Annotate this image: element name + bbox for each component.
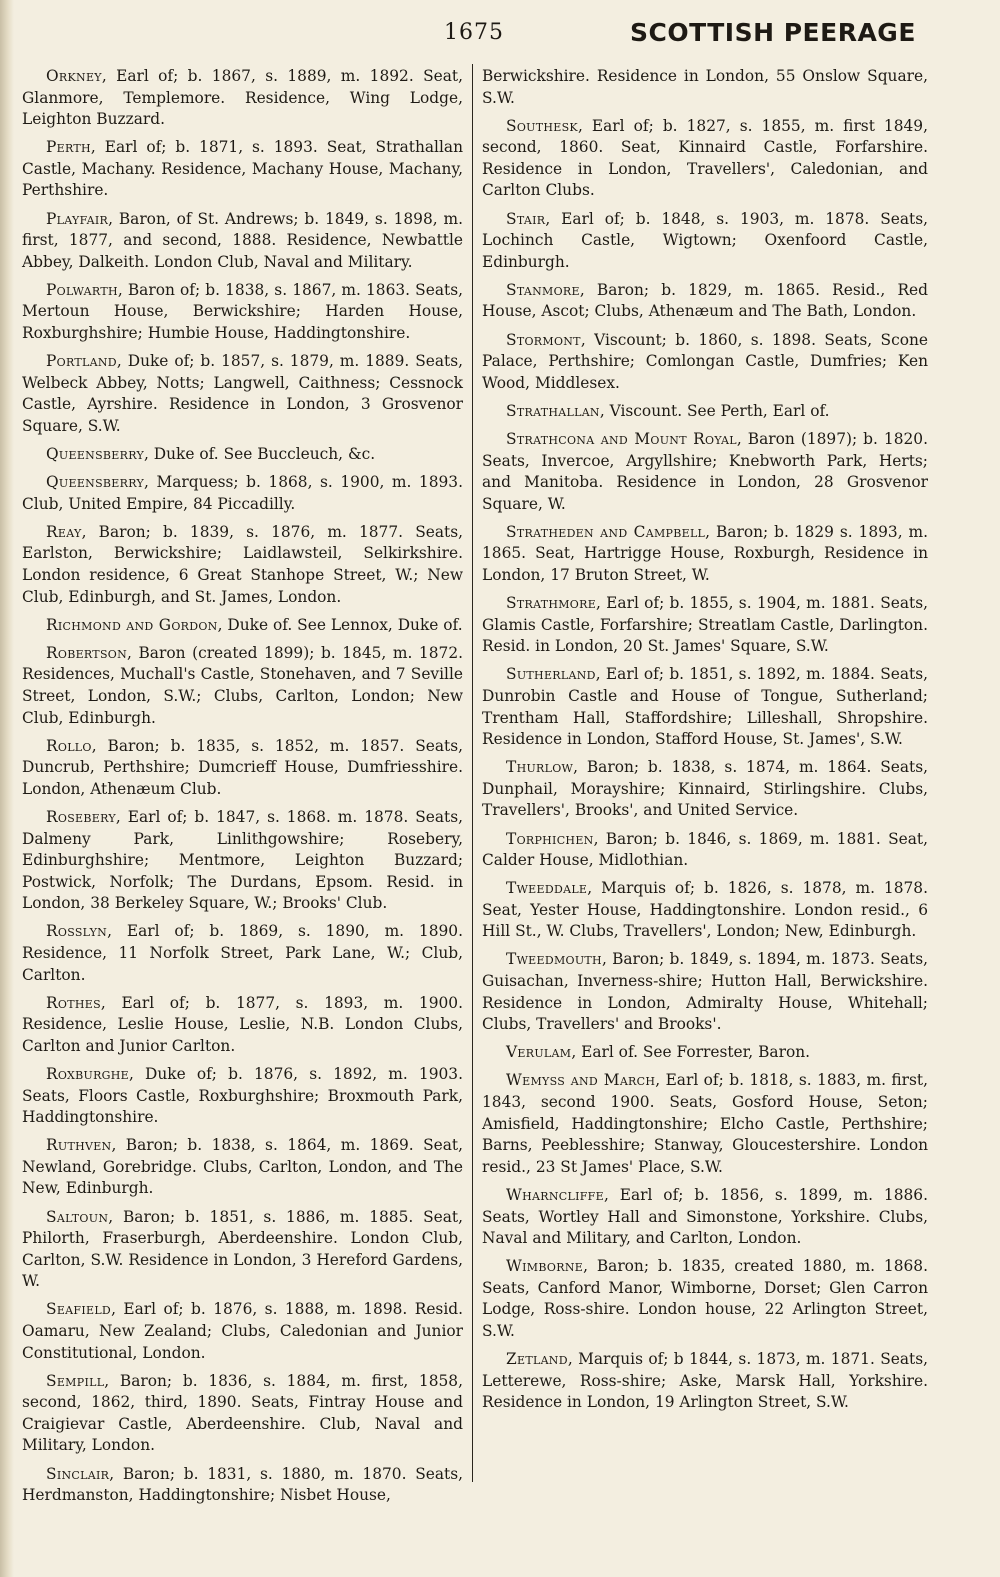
entry-headword: Rosslyn [46,922,108,941]
entry-text: , Duke of. See Buccleuch, &c. [144,445,376,463]
peerage-entry [22,351,463,437]
entry-text: , Baron; b. 1835, s. 1852, m. 1857. Seats, Duncrub, Perthshire; Dumcrieff House, Dumfriesshire. London, Athenæum Club. [22,736,463,798]
peerage-entry [482,1185,928,1250]
entry-text: , Earl of; b. 1877, s. 1893, m. 1900. Residence, Leslie House, Leslie, N.B. London Clubs, Carlton and Junior Carlton. [22,993,463,1055]
peerage-entry [482,757,928,822]
peerage-entry [482,429,928,515]
entry-headword: Portland [46,352,117,371]
entry-text: , Earl of. See Forrester, Baron. [571,1043,811,1062]
entry-text: , Duke of; b. 1876, s. 1892, m. 1903. Seats, Floors Castle, Roxburghshire; Broxmouth Park, Haddingtonshire. [22,1064,463,1127]
entry-text: , Baron; b. 1829 s. 1893, m. 1865. Seat, Hartrigge House, Roxburgh, Residence in London, 17 Bruton Street, W. [482,522,929,584]
entry-text: , Baron (created 1899); b. 1845, m. 1872. Residences, Muchall's Castle, Stonehaven, and 7 Seville Street, London, S.W.; Clubs, Carlton, London; New Club, Edinburgh. [22,643,463,727]
entry-headword: Stormont [506,330,581,349]
peerage-entry [22,736,463,801]
entry-headword: Reay [46,522,82,541]
entry-text: , Baron; b. 1838, s. 1874, m. 1864. Seats, Dunphail, Morayshire; Kinnaird, Stirlingshire. Clubs, Travellers', Brooks', and United Service. [482,758,928,820]
entry-headword: Polwarth [46,280,118,299]
entry-headword: Zetland [506,1350,568,1369]
entry-headword: Wimborne [506,1257,584,1276]
entry-headword: Queensberry [46,473,145,492]
peerage-entry [22,1464,463,1507]
peerage-entry [482,1349,928,1414]
entry-text: , Baron (1897); b. 1820. Seats, Invercoe, Argyllshire; Knebworth Park, Herts; and Manitoba. Residence in London, 28 Grosvenor Square, W. [482,429,928,513]
entry-text: , Baron; b. 1835, created 1880, m. 1868. Seats, Canford Manor, Wimborne, Dorset; Glen Carron Lodge, Ross-shire. London house, 22 Arlington Street, S.W. [482,1257,928,1340]
entry-text: , Baron of; b. 1838, s. 1867, m. 1863. Seats, Mertoun House, Berwickshire; Harden House, Roxburghshire; Humbie House, Haddingtonshire. [22,280,463,343]
entry-headword: Queensberry [46,445,145,463]
peerage-entry [22,1299,463,1364]
peerage-entry [22,993,463,1058]
entry-text: , Baron; b. 1829, m. 1865. Resid., Red House, Ascot; Clubs, Athenæum and The Bath, London. [482,280,928,321]
entry-headword: Thurlow [506,758,574,777]
column-divider [472,64,473,1482]
entry-headword: Stanmore [506,280,580,299]
entry-text: , Duke of; b. 1857, s. 1879, m. 1889. Seats, Welbeck Abbey, Notts; Langwell, Caithness; Cessnock Castle, Ayrshire. Residence in London, 3 Grosvenor Square, S.W. [22,352,463,435]
entry-text: , Baron; b. 1851, s. 1886, m. 1885. Seat, Philorth, Fraserburgh, Aberdeenshire. London Club, Carlton, S.W. Residence in London, 3 Hereford Gardens, W. [22,1207,463,1291]
peerage-entry [482,401,928,423]
peerage-entry [22,643,463,729]
entry-headword: Richmond and Gordon [46,615,218,634]
entry-text: , Baron, of St. Andrews; b. 1849, s. 1898, m. first, 1877, and second, 1888. Residence, Newbattle Abbey, Dalkeith. London Club, Naval and Military. [22,209,463,271]
entry-text: , Earl of; b. 1818, s. 1883, m. first, 1843, second 1900. Seats, Gosford House, Seton; Amisfield, Haddingtonshire; Elcho Castle, Perthshire; Barns, Peeblesshire; Stanway, Gloucestershire. London resid., 23 St James' Place, S.W. [482,1071,929,1176]
entry-headword: Sutherland [506,665,596,684]
continued-entry: Berwickshire. Residence in London, 55 Onslow Square, S.W. [482,67,928,107]
entry-headword: Wemyss and March [506,1071,656,1090]
entry-text: , Marquis of; b. 1826, s. 1878, m. 1878. Seat, Yester House, Haddingtonshire. London resid., 6 Hill St., W. Clubs, Travellers', London; New, Edinburgh. [482,879,928,941]
entry-text: , Earl of; b. 1871, s. 1893. Seat, Strathallan Castle, Machany. Residence, Machany House, Machany, Perthshire. [22,138,463,200]
peerage-entry [22,472,463,515]
peerage-entry [482,280,928,323]
left-column [22,66,463,1513]
entry-headword: Robertson [46,643,128,662]
entry-text: , Earl of; b. 1856, s. 1899, m. 1886. Seats, Wortley Hall and Simonstone, Yorkshire. Clubs, Naval and Military, and Carlton, London. [482,1185,928,1248]
entry-headword: Orkney [46,67,102,85]
right-column-entries [482,116,928,1414]
peerage-entry [22,522,463,608]
page-header [0,16,1000,56]
entry-text: , Baron; b. 1831, s. 1880, m. 1870. Seats, Herdmanston, Haddingtonshire; Nisbet House, [22,1464,463,1505]
entry-text: , Marquess; b. 1868, s. 1900, m. 1893. Club, United Empire, 84 Piccadilly. [22,473,463,513]
entry-text: , Earl of; b. 1867, s. 1889, m. 1892. Seat, Glanmore, Templemore. Residence, Wing Lodge, Leighton Buzzard. [22,67,463,129]
running-head: SCOTTISH PEERAGE [630,18,916,47]
entry-headword: Roxburghe [46,1064,129,1083]
peerage-entry [482,664,928,750]
entry-headword: Strathcona and Mount Royal [506,429,737,448]
entry-text: , Earl of; b. 1876, s. 1888, m. 1898. Resid. Oamaru, New Zealand; Clubs, Caledonian and Junior Constitutional, London. [22,1300,463,1362]
entry-headword: Wharncliffe [506,1185,604,1204]
peerage-entry [22,807,463,915]
peerage-entry [482,829,928,872]
peerage-entry [22,209,463,274]
entry-text: , Baron; b. 1836, s. 1884, m. first, 1858, second, 1862, third, 1890. Seats, Fintray House and Craigievar Castle, Aberdeenshire. Club, Naval and Military, London. [22,1371,463,1455]
peerage-entry [482,1042,928,1064]
peerage-entry [22,1371,463,1457]
entry-headword: Southesk [506,116,578,135]
entry-headword: Verulam [506,1043,572,1062]
peerage-entry [22,137,463,202]
entry-headword: Rosebery [46,807,116,826]
peerage-entry [482,209,928,274]
entry-text: , Earl of; b. 1848, s. 1903, m. 1878. Seats, Lochinch Castle, Wigtown; Oxenfoord Castle, Edinburgh. [482,209,928,271]
entry-headword: Rothes [46,993,101,1012]
entry-text: , Earl of; b. 1855, s. 1904, m. 1881. Seats, Glamis Castle, Forfarshire; Streatlam Castle, Darlington. Resid. in London, 20 St. James' Square, S.W. [482,594,928,656]
entry-headword: Ruthven [46,1136,112,1155]
peerage-entry [22,1135,463,1200]
entry-text: , Earl of; b. 1869, s. 1890, m. 1890. Residence, 11 Norfolk Street, Park Lane, W.; Club, Carlton. [22,922,463,984]
entry-headword: Sinclair [46,1464,110,1483]
peerage-entry [22,615,463,637]
peerage-entry [22,1207,463,1293]
peerage-entry [22,444,463,466]
entry-headword: Playfair [46,209,109,228]
peerage-entry [482,1070,928,1178]
peerage-entry [22,921,463,986]
right-column [482,66,928,1420]
peerage-entry [482,878,928,943]
peerage-entry [482,1256,928,1342]
entry-text: , Baron; b. 1838, s. 1864, m. 1869. Seat, Newland, Gorebridge. Clubs, Carlton, London, and The New, Edinburgh. [22,1136,463,1198]
peerage-entry [22,280,463,345]
entry-headword: Torphichen [506,829,594,848]
peerage-entry [482,522,928,587]
entry-text: , Baron; b. 1839, s. 1876, m. 1877. Seats, Earlston, Berwickshire; Laidlawsteil, Selkirkshire. London residence, 6 Great Stanhope Street, W.; New Club, Edinburgh, and St. James, London. [22,522,463,606]
peerage-entry [482,330,928,395]
entry-text: , Earl of; b. 1827, s. 1855, m. first 1849, second, 1860. Seat, Kinnaird Castle, Forfarshire. Residence in London, Travellers', Caledonian, and Carlton Clubs. [482,116,928,200]
peerage-entry [482,949,928,1035]
entry-text: , Marquis of; b 1844, s. 1873, m. 1871. Seats, Letterewe, Ross-shire; Aske, Marsk Hall, Yorkshire. Residence in London, 19 Arlington Street, S.W. [482,1350,928,1412]
entry-text: , Baron; b. 1846, s. 1869, m. 1881. Seat, Calder House, Midlothian. [482,829,928,870]
entry-text: , Viscount. See Perth, Earl of. [599,401,830,420]
entry-headword: Tweedmouth [506,950,602,969]
page-number: 1675 [444,20,504,45]
entry-headword: Sempill [46,1371,105,1390]
peerage-entry [482,116,928,202]
book-spine-shadow [0,0,14,1577]
peerage-entry [482,593,928,658]
entry-headword: Saltoun [46,1207,109,1226]
peerage-entry [22,1064,463,1129]
entry-headword: Stratheden and Campbell [506,522,706,541]
peerage-entry [22,66,463,131]
entry-headword: Strathallan [506,401,600,420]
entry-headword: Seafield [46,1300,112,1319]
entry-headword: Tweeddale [506,879,588,898]
entry-text: , Duke of. See Lennox, Duke of. [217,615,463,634]
entry-headword: Perth [46,138,91,157]
entry-text: , Baron; b. 1849, s. 1894, m. 1873. Seats, Guisachan, Inverness-shire; Hutton Hall, Berwickshire. Residence in London, Admiralty House, Whitehall; Clubs, Travellers' and Brooks'. [482,950,928,1034]
entry-text: , Earl of; b. 1847, s. 1868. m. 1878. Seats, Dalmeny Park, Linlithgowshire; Rosebery, Edinburghshire; Mentmore, Leighton Buzzard; Postwick, Norfolk; The Durdans, Epsom. Resid. in London, 38 Berkeley Square, W.; Brooks' Club. [22,807,463,913]
entry-headword: Strathmore [506,594,597,613]
entry-headword: Stair [506,209,546,228]
entry-headword: Rollo [46,736,92,755]
entry-text: , Viscount; b. 1860, s. 1898. Seats, Scone Palace, Perthshire; Comlongan Castle, Dumfries; Ken Wood, Middlesex. [482,330,928,392]
entry-text: , Earl of; b. 1851, s. 1892, m. 1884. Seats, Dunrobin Castle and House of Tongue, Sutherland; Trentham Hall, Staffordshire; Lilleshall, Shropshire. Residence in London, Stafford House, St. James', S.W. [482,665,928,749]
